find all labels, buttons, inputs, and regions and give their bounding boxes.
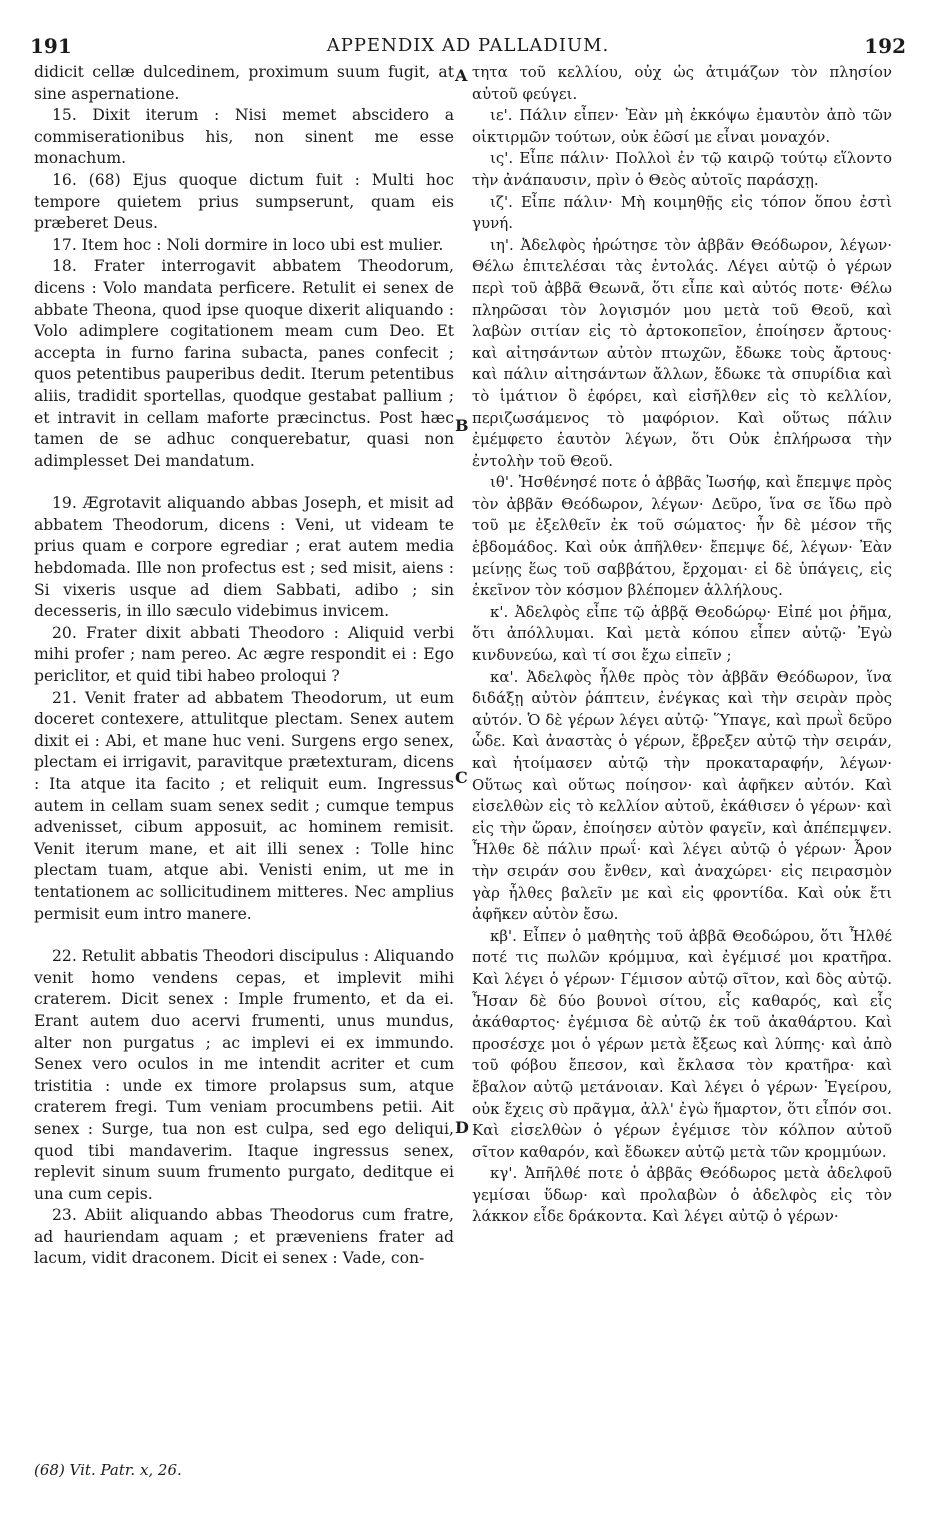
latin-column <box>34 62 454 1270</box>
greek-paragraph: κα'. Ἀδελφὸς ἦλθε πρὸς τὸν ἀββᾶν Θεόδωρον, ἵνα διδάξῃ αὐτὸν ῥάπτειν, ἐνέγκας καὶ τὴν σειρὰν πρὸς αὐτόν. Ὁ δὲ γέρων λέγει αὐτῷ· Ὕπαγε, καὶ πρωῒ δεῦρο ὧδε. Καὶ ἀναστὰς ὁ γέρων, ἔβρεξεν αὐτῷ τὴν σειράν, καὶ ἡτοίμασεν αὐτῷ τὴν προκαταραφήν, λέγων· Οὕτως καὶ οὕτως ποίησον· καὶ ἀφῆκεν αὐτόν. Καὶ εἰσελθὼν εἰς τὸ κελλίον αὐτοῦ, ἐκάθισεν ὁ γέρων· καὶ εἰς τὴν ὥραν, ἐποίησεν αὐτὸν φαγεῖν, καὶ ἀπέπεμψεν. Ἦλθε δὲ πάλιν πρωΐ· καὶ λέγει αὐτῷ ὁ γέρων· Ἆρον τὴν σειράν σου ἔνθεν, καὶ ἀναχώρει· εἰς πειρασμὸν γὰρ ἦλθες βαλεῖν με καὶ εἰς φροντίδα. Καὶ οὐκ ἔτι ἀφῆκεν αὐτὸν ἔσω. <box>472 667 892 924</box>
greek-paragraph: ις'. Εἶπε πάλιν· Πολλοὶ ἐν τῷ καιρῷ τούτῳ εἵλοντο τὴν ἀνάπαυσιν, πρὶν ὁ Θεὸς αὐτοῖς παράσχῃ. <box>472 149 892 189</box>
page-number-right: 192 <box>864 34 906 58</box>
greek-paragraph: κβ'. Εἶπεν ὁ μαθητὴς τοῦ ἀββᾶ Θεοδώρου, ὅτι Ἦλθέ ποτέ τις πωλῶν κρόμμυα, καὶ ἐγέμισέ μοι κρατῆρα. Καὶ λέγει ὁ γέρων· Γέμισον αὐτῷ σῖτον, καὶ δὸς αὐτῷ. Ἦσαν δὲ δύο βουνοὶ σίτου, εἷς καθαρός, καὶ εἷς ἀκάθαρτος· ἐγέμισα δὲ αὐτῷ ἐκ τοῦ ἀκαθάρτου. Καὶ προσέσχε μοι ὁ γέρων μετὰ ἔξεως καὶ λύπης· καὶ ἀπὸ τοῦ φόβου ἔπεσον, καὶ ἔκλασα τὸν κρατῆρα· καὶ ἔβαλον αὐτῷ μετάνοιαν. Καὶ λέγει ὁ γέρων· Ἐγείρου, οὐκ ἔχεις σὺ πρᾶγμα, ἀλλ' ἐγὼ ἥμαρτον, ὅτι εἶπόν σοι. Καὶ εἰσελθὼν ὁ γέρων ἐγέμισε τὸν κόλπον αὐτοῦ σῖτον καθαρόν, καὶ ἔδωκεν αὐτῷ μετὰ τῶν κρομμύων. <box>472 926 892 1161</box>
greek-paragraph: ιθ'. Ἠσθένησέ ποτε ὁ ἀββᾶς Ἰωσήφ, καὶ ἔπεμψε πρὸς τὸν ἀββᾶν Θεόδωρον, λέγων· Δεῦρο, ἵνα σε ἴδω πρὸ τοῦ με ἐξελθεῖν ἐκ τοῦ σώματος· ἦν δὲ μέσον τῆς ἑβδομάδος. Καὶ οὐκ ἀπῆλθεν· ἔπεμψε δέ, λέγων· Ἐὰν μείνῃς ἕως τοῦ σαββάτου, ἔρχομαι· εἰ δὲ ὑπάγεις, εἰς ἐκεῖνον τὸν κόσμον βλέπομεν ἀλλήλους. <box>472 473 892 600</box>
greek-paragraph: ιη'. Ἀδελφὸς ἠρώτησε τὸν ἀββᾶν Θεόδωρον, λέγων· Θέλω ἐπιτελέσαι τὰς ἐντολάς. Λέγει αὐτῷ ὁ γέρων περὶ τοῦ ἀββᾶ Θεωνᾶ, ὅτι εἶπε καὶ αὐτός ποτε· Θέλω πληρῶσαι τὸν λογισμόν μου μετὰ τοῦ Θεοῦ, καὶ λαβὼν σιτίαν εἰς τὸ ἀρτοκοπεῖον, ἐποίησεν ἄρτους· καὶ αἰτησάντων αὐτὸν πτωχῶν, ἔδωκε τοὺς ἄρτους· καὶ πάλιν αἰτησάντων ἄλλων, ἔδωκε τὰ σπυρίδια καὶ τὸ ἱμάτιον ὃ ἐφόρει, καὶ εἰσῆλθεν εἰς τὸ κελλίον, περιζωσάμενος τὸ μαφόριον. Καὶ οὕτως πάλιν ἐμέμφετο ἑαυτὸν λέγων, ὅτι Οὐκ ἐπλήρωσα τὴν ἐντολὴν τοῦ Θεοῦ. <box>472 235 892 470</box>
latin-paragraph: didicit cellæ dulcedinem, proximum suum fugit, at sine aspernatione. <box>34 63 454 103</box>
latin-paragraph: 22. Retulit abbatis Theodori discipulus : Aliquando venit homo vendens cepas, et implevit mihi craterem. Dicit senex : Imple frumento, et da ei. Erant autem duo acervi frumenti, unus mundus, alter non purgatus ; ac implevi ei ex immundo. Senex vero oculos in me intendit acriter et cum tristitia : unde ex timore prolapsus sum, atque craterem fregi. Tum veniam procumbens petii. Ait senex : Surge, tua non est culpa, sed ego deliqui, quod tibi mandaverim. Itaque ingressus senex, replevit sinum suum frumento purgato, deditque ei una cum cepis. <box>34 947 454 1203</box>
greek-paragraph: κγ'. Ἀπῆλθέ ποτε ὁ ἀββᾶς Θεόδωρος μετὰ ἀδελφοῦ γεμίσαι ὕδωρ· καὶ προλαβὼν ὁ ἀδελφὸς εἰς τὸν λάκκον εἶδε δράκοντα. Καὶ λέγει αὐτῷ ὁ γέρων· <box>472 1164 892 1226</box>
latin-paragraph: 20. Frater dixit abbati Theodoro : Aliquid verbi mihi profer ; nam pereo. Ac ægre respondit ei : Ego periclitor, et quid tibi habeo proloqui ? <box>34 623 454 686</box>
latin-paragraph: 17. Item hoc : Noli dormire in loco ubi est mulier. <box>52 235 444 254</box>
greek-column <box>472 62 892 1228</box>
greek-paragraph: κ'. Ἀδελφὸς εἶπε τῷ ἀββᾷ Θεοδώρῳ· Εἰπέ μοι ῥῆμα, ὅτι ἀπόλλυμαι. Καὶ μετὰ κόπου εἶπεν αὐτῷ· Ἐγὼ κινδυνεύω, καὶ τί σοι ἔχω εἰπεῖν ; <box>472 602 892 665</box>
greek-paragraph: ιζ'. Εἶπε πάλιν· Μὴ κοιμηθῇς εἰς τόπον ὅπου ἐστὶ γυνή. <box>472 192 892 233</box>
margin-marker: B <box>455 416 469 435</box>
greek-paragraph: ιε'. Πάλιν εἶπεν· Ἐὰν μὴ ἐκκόψω ἐμαυτὸν ἀπὸ τῶν οἰκτιρμῶν τούτων, οὐκ ἐῶσί με εἶναι μοναχόν. <box>472 106 892 146</box>
margin-marker: A <box>455 66 468 85</box>
latin-paragraph: 23. Abiit aliquando abbas Theodorus cum fratre, ad hauriendam aquam ; et præveniens frater ad lacum, vidit draconem. Dicit ei senex : Vade, con- <box>34 1206 454 1268</box>
latin-paragraph: 15. Dixit iterum : Nisi memet abscidero a commiserationibus his, non sinent me esse monachum. <box>34 106 454 168</box>
latin-paragraph: 18. Frater interrogavit abbatem Theodorum, dicens : Volo mandata perficere. Retulit ei senex de abbate Theona, quod ipse quoque dixerit aliquando : Volo adimplere cogitationem meam cum Deo. Et accepta in furno farina subacta, panes confecit ; quos petentibus pauperibus dedit. Iterum petentibus aliis, tradidit sportellas, quodque gestabat pallium ; et intravit in cellam maforte præcinctus. Post hæc tamen de se adhuc conquerebatur, quasi non adimplesset Dei mandatum. <box>34 257 454 470</box>
margin-marker: D <box>455 1118 469 1137</box>
latin-paragraph: 19. Ægrotavit aliquando abbas Joseph, et misit ad abbatem Theodorum, dicens : Veni, ut videam te prius quam e corpore egrediar ; erat autem media hebdomada. Ille non profectus est ; sed misit, aiens : Si vixeris usque ad diem Sabbati, adibo ; sin decesseris, in illo sæculo videbimus invicem. <box>34 494 454 621</box>
page-number-left: 191 <box>30 34 72 58</box>
running-title: APPENDIX AD PALLADIUM. <box>326 35 610 56</box>
page-header <box>30 34 906 60</box>
latin-paragraph: 16. (68) Ejus quoque dictum fuit : Multi hoc tempore quietem prius sumpserunt, quam eis præberet Deus. <box>34 170 454 233</box>
footnote: (68) Vit. Patr. x, 26. <box>34 1461 182 1479</box>
margin-marker: C <box>455 768 468 787</box>
latin-paragraph: 21. Venit frater ad abbatem Theodorum, ut eum doceret contexere, attulitque plectam. Senex autem dixit ei : Abi, et mane huc veni. Surgens ergo senex, plectam ei irrigavit, paravitque prætexturam, dicens : Ita atque ita facito ; et reliquit eum. Ingressus autem in cellam suam senex sedit ; cumque tempus advenisset, cibum apposuit, ac hominem remisit. Venit iterum mane, et ait illi senex : Tolle hinc plectam tuam, atque abi. Venisti enim, ut me in tentationem ac sollicitudinem mitteres. Nec amplius permisit eum intro manere. <box>34 688 454 923</box>
greek-paragraph: τητα τοῦ κελλίου, οὐχ ὡς ἀτιμάζων τὸν πλησίον αὐτοῦ φεύγει. <box>472 63 892 103</box>
